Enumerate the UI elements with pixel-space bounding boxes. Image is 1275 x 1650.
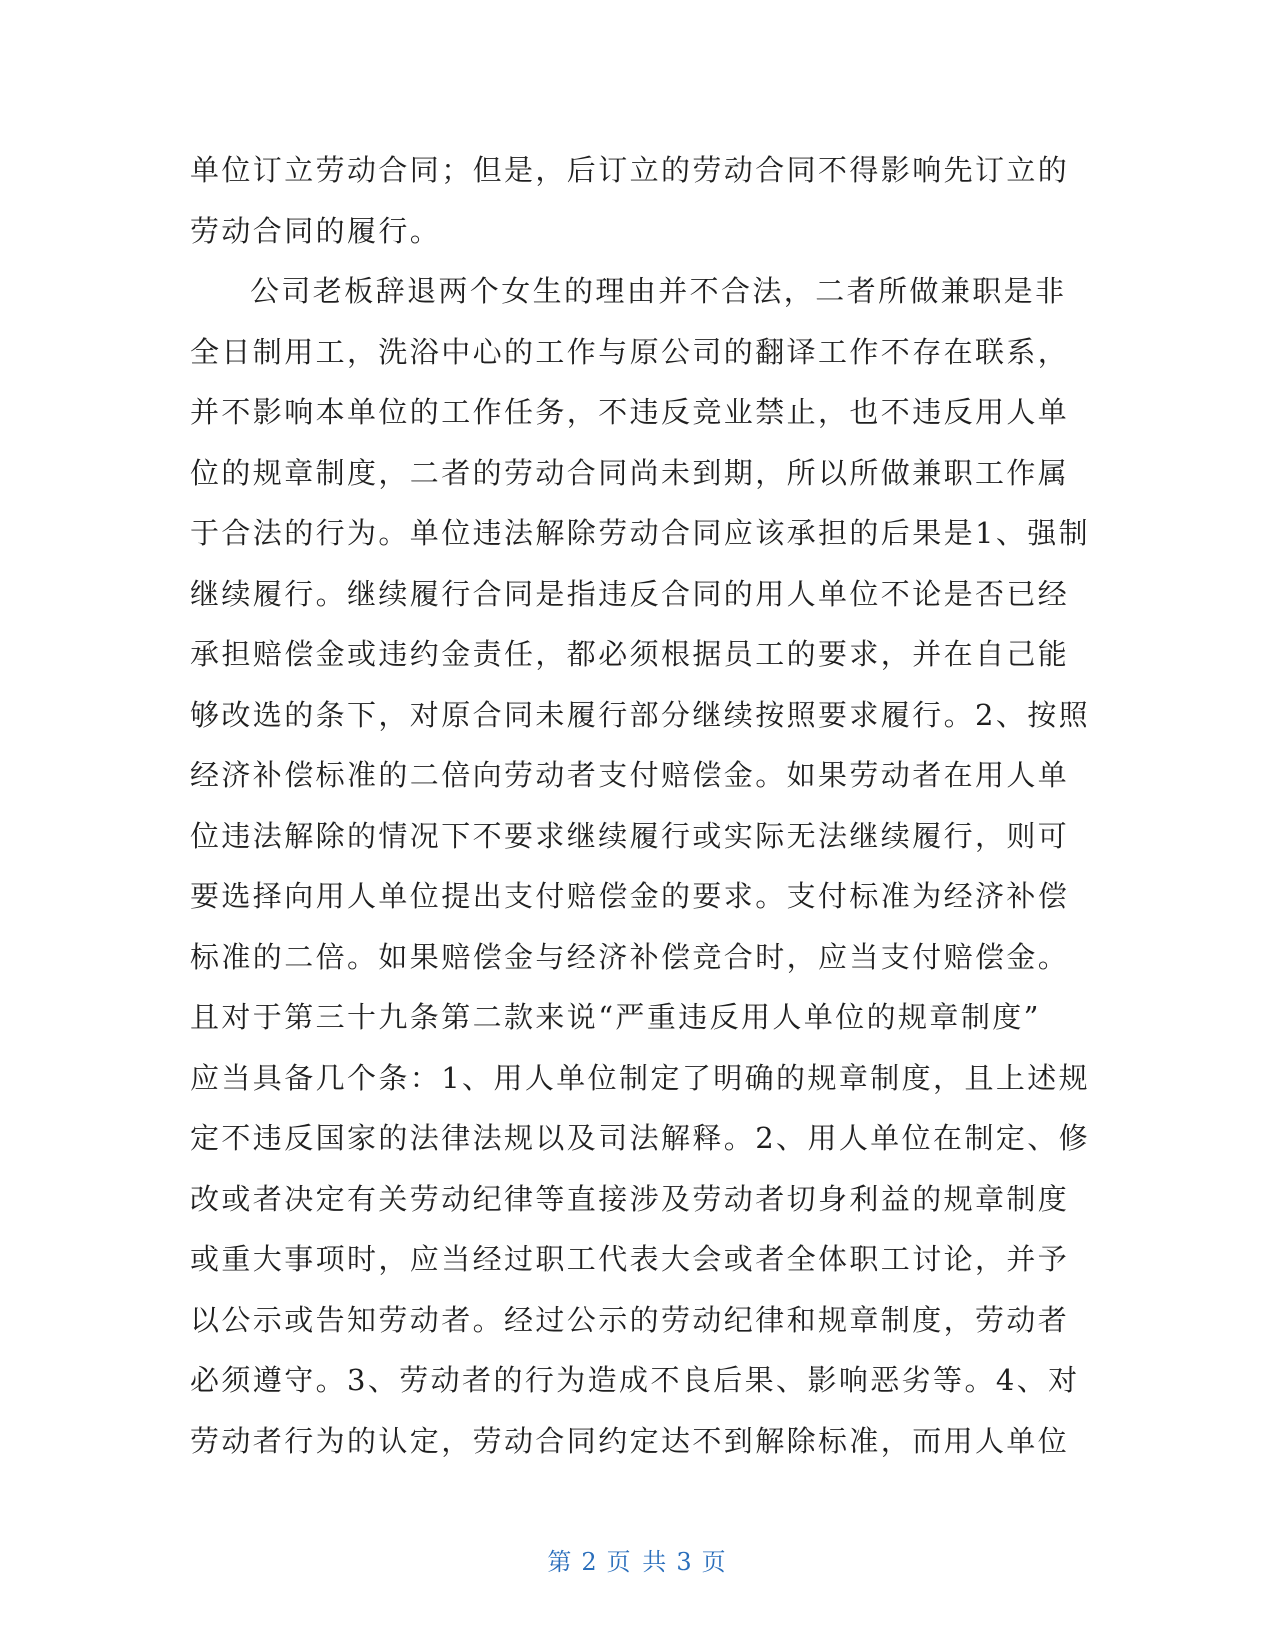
text-line: 应当具备几个条：1、用人单位制定了明确的规章制度，且上述规: [190, 1060, 1091, 1095]
text-line: 改或者决定有关劳动纪律等直接涉及劳动者切身利益的规章制度: [190, 1181, 1070, 1216]
text-line: 经济补偿标准的二倍向劳动者支付赔偿金。如果劳动者在用人单: [190, 758, 1070, 792]
text-line: 继续履行。继续履行合同是指违反合同的用人单位不论是否已经: [190, 576, 1070, 611]
text-line: 劳动合同的履行。: [190, 213, 442, 248]
page-footer: [0, 1542, 1275, 1577]
text-line: 且对于第三十九条第二款来说“严重违反用人单位的规章制度”: [190, 1000, 1041, 1034]
text-line: 承担赔偿金或违约金责任，都必须根据员工的要求，并在自己能: [190, 637, 1070, 671]
text-line: 于合法的行为。单位违法解除劳动合同应该承担的后果是1、强制: [190, 516, 1091, 550]
text-line: 要选择向用人单位提出支付赔偿金的要求。支付标准为经济补偿: [190, 879, 1070, 913]
page-label-suffix: 页: [701, 1548, 728, 1576]
text-line: 位违法解除的情况下不要求继续履行或实际无法继续履行，则可: [190, 818, 1070, 853]
page-label-prefix: 第: [547, 1548, 574, 1576]
text-line: 单位订立劳动合同；但是，后订立的劳动合同不得影响先订立的: [190, 153, 1070, 187]
text-line: 标准的二倍。如果赔偿金与经济补偿竞合时，应当支付赔偿金。: [190, 939, 1070, 974]
text-line: 以公示或告知劳动者。经过公示的劳动纪律和规章制度，劳动者: [190, 1302, 1070, 1337]
text-line: 位的规章制度，二者的劳动合同尚未到期，所以所做兼职工作属: [190, 455, 1070, 490]
page-label-mid: 页 共: [606, 1548, 669, 1576]
current-page-number: 2: [581, 1548, 599, 1576]
text-line: 劳动者行为的认定，劳动合同约定达不到解除标准，而用人单位: [190, 1423, 1070, 1458]
document-body: [190, 140, 1091, 1471]
text-line: 全日制用工，洗浴中心的工作与原公司的翻译工作不存在联系，: [190, 334, 1070, 369]
paragraph-first-line: 公司老板辞退两个女生的理由并不合法，二者所做兼职是非: [250, 274, 1067, 308]
text-line: 并不影响本单位的工作任务，不违反竞业禁止，也不违反用人单: [190, 395, 1070, 429]
text-line: 定不违反国家的法律法规以及司法解释。2、用人单位在制定、修: [190, 1121, 1091, 1155]
text-line: 或重大事项时，应当经过职工代表大会或者全体职工讨论，并予: [190, 1242, 1070, 1276]
text-line: 够改选的条下，对原合同未履行部分继续按照要求履行。2、按照: [190, 697, 1091, 732]
text-line: 必须遵守。3、劳动者的行为造成不良后果、影响恶劣等。4、对: [190, 1363, 1080, 1397]
total-pages-number: 3: [676, 1548, 694, 1576]
